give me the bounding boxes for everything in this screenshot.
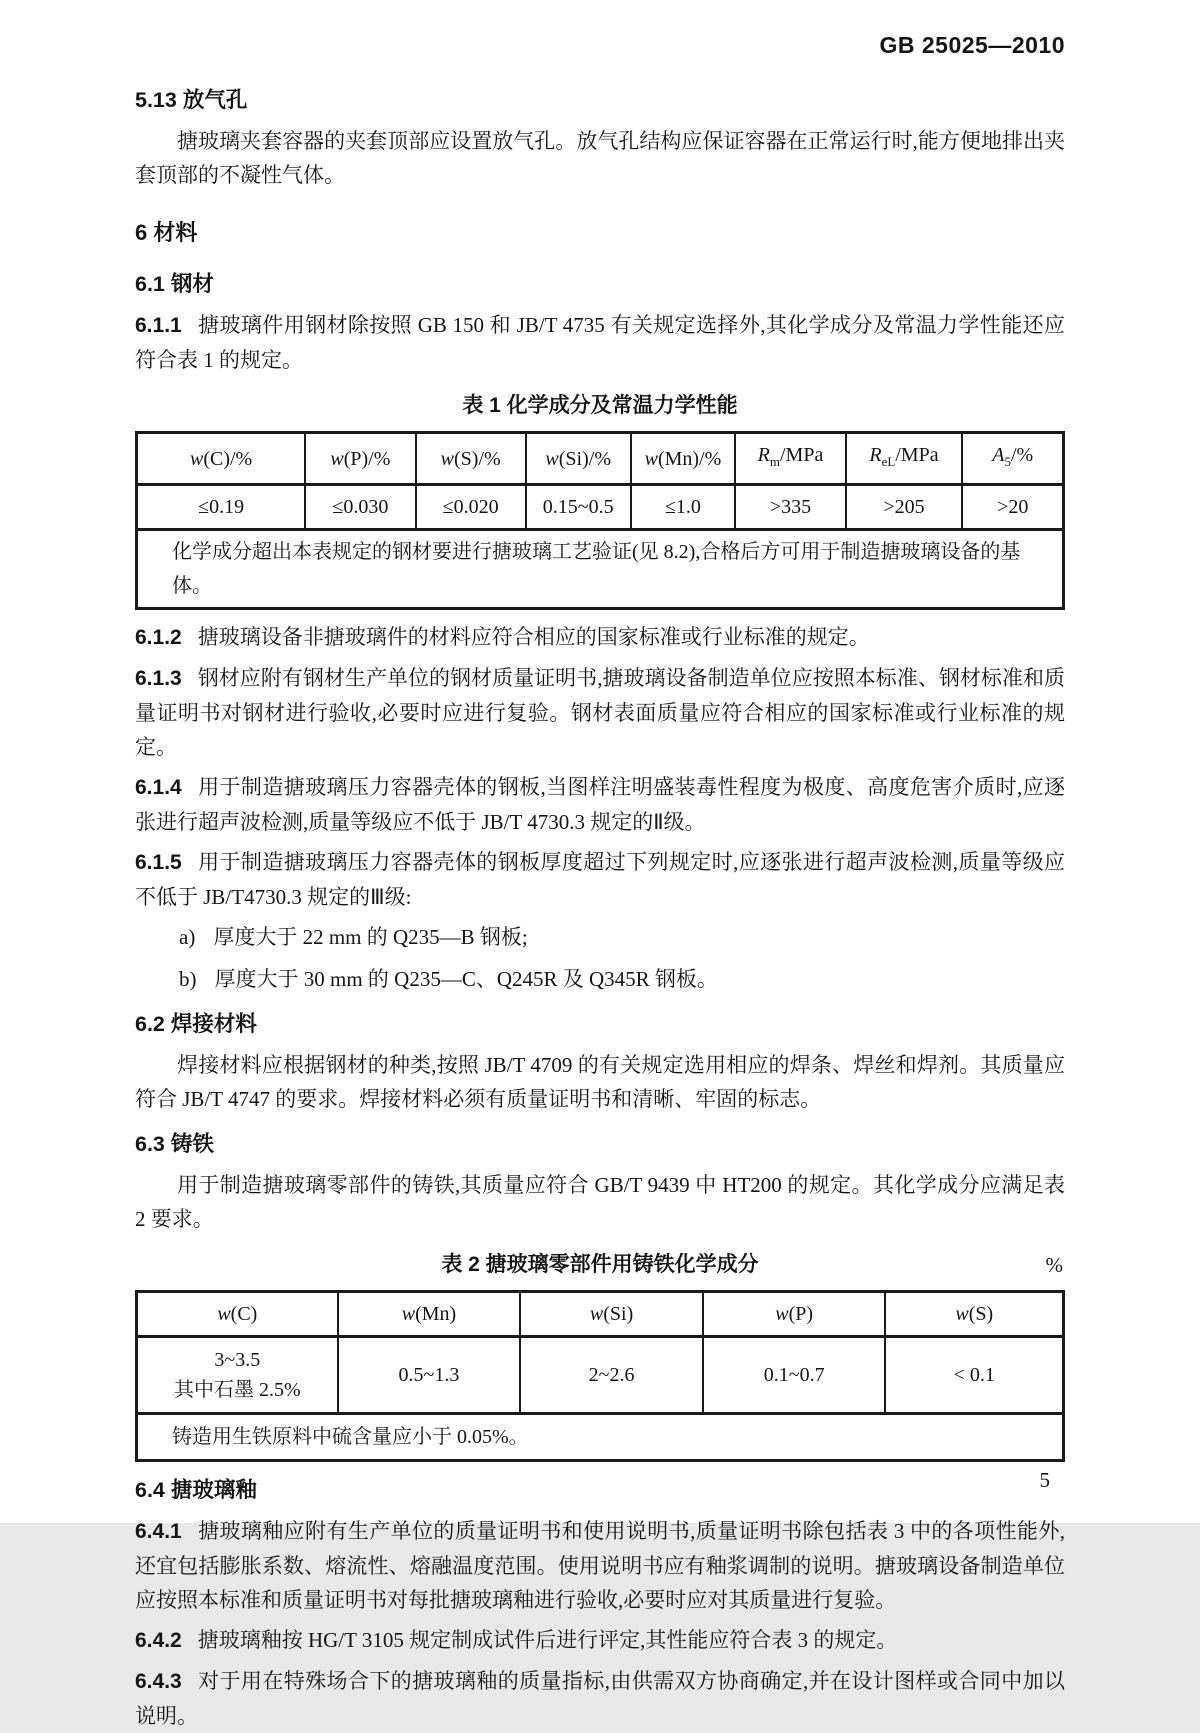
clause-6-1-5 bbox=[135, 845, 1065, 914]
clause-number: 6.4.1 bbox=[135, 1520, 182, 1543]
clause-number: 6.1.1 bbox=[135, 314, 182, 337]
table-1-col-ws: w(S)/% bbox=[416, 433, 526, 485]
table-1 bbox=[135, 431, 1065, 610]
clause-6-4-3 bbox=[135, 1664, 1065, 1733]
table-2-note: 铸造用生铁原料中硫含量应小于 0.05%。 bbox=[137, 1414, 1064, 1461]
clause-text: 搪玻璃设备非搪玻璃件的材料应符合相应的国家标准或行业标准的规定。 bbox=[197, 625, 870, 649]
clause-number: 6.4.3 bbox=[135, 1670, 182, 1693]
table-1-col-wp: w(P)/% bbox=[305, 433, 415, 485]
table-2-col-wsi: w(Si) bbox=[520, 1292, 703, 1337]
paragraph-6-3: 用于制造搪玻璃零部件的铸铁,其质量应符合 GB/T 9439 中 HT200 的规定。其化学成分应满足表 2 要求。 bbox=[135, 1173, 1065, 1231]
table-1-header-row bbox=[137, 433, 1064, 485]
clause-number: 6.4.2 bbox=[135, 1629, 182, 1652]
table-2-value-wc bbox=[137, 1337, 338, 1414]
clause-text: 用于制造搪玻璃压力容器壳体的钢板,当图样注明盛装毒性程度为极度、高度危害介质时,应逐张进行超声波检测,质量等级应不低于 JB/T 4730.3 规定的Ⅱ级。 bbox=[135, 775, 1065, 834]
clause-6-4-2 bbox=[135, 1623, 1065, 1658]
table-1-note: 化学成分超出本表规定的钢材要进行搪玻璃工艺验证(见 8.2),合格后方可用于制造搪玻璃设备的基体。 bbox=[137, 530, 1064, 609]
standard-number: GB 25025—2010 bbox=[879, 32, 1065, 58]
clause-number: 6.1.5 bbox=[135, 851, 182, 874]
table-1-col-wc: w(C)/% bbox=[137, 433, 306, 485]
table-1-col-wmn: w(Mn)/% bbox=[631, 433, 736, 485]
table-2-note-row bbox=[137, 1414, 1064, 1461]
table-2-value-row bbox=[137, 1337, 1064, 1414]
table-2-value-wmn: 0.5~1.3 bbox=[338, 1337, 521, 1414]
table-1-col-a5: $A_5/\%$ bbox=[962, 433, 1063, 485]
table-2-title bbox=[135, 1250, 1065, 1280]
table-1-col-rel: $R_{eL}$/MPa bbox=[846, 433, 963, 485]
table-2-caption: 表 2 搪玻璃零部件用铸铁化学成分 bbox=[441, 1253, 759, 1276]
table-1-value-wmn: ≤1.0 bbox=[631, 485, 736, 530]
table-1-value-ws: ≤0.020 bbox=[416, 485, 526, 530]
heading-6-2: 6.2 焊接材料 bbox=[135, 1012, 257, 1036]
list-item-a bbox=[135, 920, 1065, 954]
list-label: b) bbox=[179, 967, 197, 991]
heading-6-3: 6.3 铸铁 bbox=[135, 1132, 214, 1156]
clause-number: 6.1.3 bbox=[135, 667, 182, 690]
heading-6-1: 6.1 钢材 bbox=[135, 272, 214, 296]
table-1-caption: 表 1 化学成分及常温力学性能 bbox=[462, 394, 738, 417]
table-1-value-wc: ≤0.19 bbox=[137, 485, 306, 530]
clause-6-1-3 bbox=[135, 661, 1065, 764]
paragraph-6-2: 焊接材料应根据钢材的种类,按照 JB/T 4709 的有关规定选用相应的焊条、焊丝和焊剂。其质量应符合 JB/T 4747 的要求。焊接材料必须有质量证明书和清晰、牢固的标志。 bbox=[135, 1053, 1065, 1111]
table-2-col-wc: w(C) bbox=[137, 1292, 338, 1337]
heading-6-4: 6.4 搪玻璃釉 bbox=[135, 1478, 257, 1502]
clause-number: 6.1.2 bbox=[135, 626, 182, 649]
clause-text: 对于用在特殊场合下的搪玻璃釉的质量指标,由供需双方协商确定,并在设计图样或合同中加以说明。 bbox=[135, 1669, 1065, 1728]
table-2-col-wmn: w(Mn) bbox=[338, 1292, 521, 1337]
table-1-col-rm: $R_m$/MPa bbox=[735, 433, 845, 485]
table-1-col-wsi: w(Si)/% bbox=[526, 433, 631, 485]
list-text: 厚度大于 30 mm 的 Q235—C、Q245R 及 Q345R 钢板。 bbox=[214, 967, 718, 991]
table-2-value-wc-line1: 3~3.5 bbox=[214, 1349, 261, 1371]
list-text: 厚度大于 22 mm 的 Q235—B 钢板; bbox=[213, 925, 528, 949]
clause-6-1-2 bbox=[135, 620, 1065, 655]
clause-6-1-1 bbox=[135, 308, 1065, 377]
table-2-col-wp: w(P) bbox=[703, 1292, 886, 1337]
paragraph-5-13: 搪玻璃夹套容器的夹套顶部应设置放气孔。放气孔结构应保证容器在正常运行时,能方便地排出夹套顶部的不凝性气体。 bbox=[135, 129, 1065, 187]
table-1-value-a5: >20 bbox=[962, 485, 1063, 530]
clause-text: 钢材应附有钢材生产单位的钢材质量证明书,搪玻璃设备制造单位应按照本标准、钢材标准和质量证明书对钢材进行验收,必要时应进行复验。钢材表面质量应符合相应的国家标准或行业标准的规定。 bbox=[135, 666, 1065, 759]
table-2-col-ws: w(S) bbox=[885, 1292, 1063, 1337]
table-2-value-wp: 0.1~0.7 bbox=[703, 1337, 886, 1414]
clause-text: 搪玻璃釉按 HG/T 3105 规定制成试件后进行评定,其性能应符合表 3 的规定。 bbox=[197, 1628, 898, 1652]
clause-text: 搪玻璃釉应附有生产单位的质量证明书和使用说明书,质量证明书除包括表 3 中的各项性能外,还宜包括膨胀系数、熔流性、熔融温度范围。使用说明书应有釉浆调制的说明。搪玻璃设备制造单位应按照本标准和质量证明书对每批搪玻璃釉进行验收,必要时应对其质量进行复验。 bbox=[135, 1519, 1065, 1612]
table-1-value-wp: ≤0.030 bbox=[305, 485, 415, 530]
heading-5-13: 5.13 放气孔 bbox=[135, 88, 248, 112]
table-2-header-row bbox=[137, 1292, 1064, 1337]
table-1-value-rm: >335 bbox=[735, 485, 845, 530]
table-1-value-wsi: 0.15~0.5 bbox=[526, 485, 631, 530]
clause-text: 用于制造搪玻璃压力容器壳体的钢板厚度超过下列规定时,应逐张进行超声波检测,质量等级应不低于 JB/T4730.3 规定的Ⅲ级: bbox=[135, 850, 1065, 909]
clause-text: 搪玻璃件用钢材除按照 GB 150 和 JB/T 4735 有关规定选择外,其化学成分及常温力学性能还应符合表 1 的规定。 bbox=[135, 313, 1065, 372]
table-1-value-rel: >205 bbox=[846, 485, 963, 530]
table-2-unit: % bbox=[1045, 1253, 1063, 1277]
table-2-value-ws: < 0.1 bbox=[885, 1337, 1063, 1414]
table-1-note-row bbox=[137, 530, 1064, 609]
clause-number: 6.1.4 bbox=[135, 776, 182, 799]
table-2-value-wsi: 2~2.6 bbox=[520, 1337, 703, 1414]
list-item-b bbox=[135, 962, 1065, 996]
page-number: 5 bbox=[1039, 1468, 1050, 1492]
clause-6-1-4 bbox=[135, 770, 1065, 839]
table-1-title bbox=[135, 391, 1065, 421]
table-2 bbox=[135, 1290, 1065, 1462]
clause-6-4-1 bbox=[135, 1514, 1065, 1617]
table-1-value-row bbox=[137, 485, 1064, 530]
heading-6: 6 材料 bbox=[135, 220, 198, 245]
page-header bbox=[135, 32, 1065, 58]
list-label: a) bbox=[179, 925, 196, 949]
table-2-value-wc-line2: 其中石墨 2.5% bbox=[173, 1379, 301, 1401]
